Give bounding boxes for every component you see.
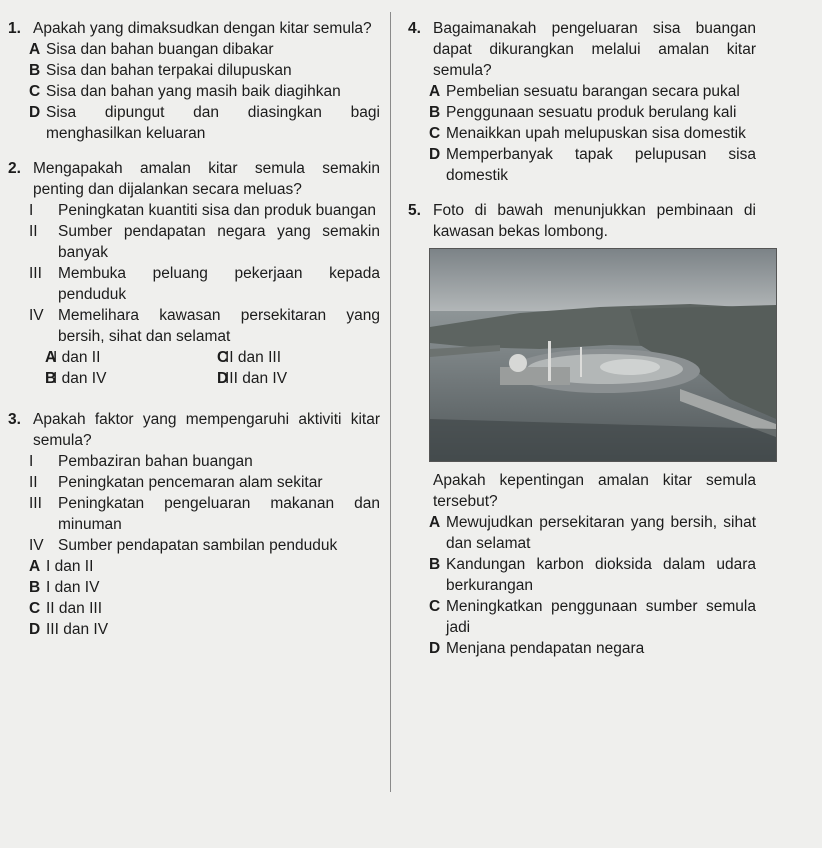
option-letter: C (29, 600, 41, 617)
option-c[interactable] (408, 123, 756, 144)
option-c[interactable] (8, 81, 380, 102)
statement-roman: II (29, 474, 38, 491)
option-text: II dan III (225, 349, 282, 366)
statement-text: Pembaziran bahan buangan (58, 453, 253, 470)
question-number: 5. (408, 202, 421, 219)
statement-text: Memelihara kawasan persekitaran yang bersih, sihat dan selamat (58, 307, 380, 345)
option-a[interactable] (408, 512, 756, 554)
option-d[interactable] (408, 638, 756, 659)
column-divider (390, 12, 391, 792)
statement-text: Membuka peluang pekerjaan kepada penduduk (58, 265, 380, 303)
statement-3 (8, 493, 380, 535)
option-text: III dan IV (225, 370, 288, 387)
option-letter: A (429, 83, 441, 100)
option-letter: C (217, 349, 229, 366)
statement-text: Peningkatan pengeluaran makanan dan minuman (58, 495, 380, 533)
option-text: Meningkatkan penggunaan sumber semula jadi (446, 598, 756, 636)
option-text: I dan IV (53, 370, 107, 387)
option-letter: D (429, 640, 441, 657)
option-c[interactable] (8, 598, 380, 619)
option-text: III dan IV (46, 621, 109, 638)
option-letter: B (29, 579, 41, 596)
option-text: Penggunaan sesuatu produk berulang kali (446, 104, 737, 121)
question-prompt: Apakah kepentingan amalan kitar semula tersebut? (433, 472, 756, 510)
statement-1 (8, 451, 380, 472)
option-d[interactable] (205, 368, 377, 389)
option-letter: D (29, 104, 41, 121)
question-stem: Bagaimanakah pengeluaran sisa buangan dapat dikurangkan melalui amalan kitar semula? (433, 20, 756, 79)
option-b[interactable] (408, 554, 756, 596)
option-a[interactable] (408, 81, 756, 102)
question-1 (8, 18, 380, 144)
option-text: Pembelian sesuatu barangan secara pukal (446, 83, 740, 100)
statement-roman: III (29, 265, 42, 282)
option-b[interactable] (8, 60, 380, 81)
option-letter: D (29, 621, 41, 638)
statement-3 (8, 263, 380, 305)
question-5 (408, 200, 756, 659)
left-column (8, 18, 380, 640)
option-letter: A (29, 41, 41, 58)
photo-former-mine-development (429, 248, 777, 462)
option-text: Mewujudkan persekitaran yang bersih, sihat dan selamat (446, 514, 756, 552)
statement-4 (8, 535, 380, 556)
option-text: I dan IV (46, 579, 100, 596)
option-text: Sisa dan bahan yang masih baik diagihkan (46, 83, 341, 100)
option-a[interactable] (8, 556, 380, 577)
option-letter: A (45, 349, 57, 366)
question-number: 2. (8, 160, 21, 177)
question-stem: Apakah yang dimaksudkan dengan kitar semula? (33, 20, 372, 37)
question-stem: Apakah faktor yang mempengaruhi aktiviti kitar semula? (33, 411, 380, 449)
option-letter: A (29, 558, 41, 575)
option-d[interactable] (408, 144, 756, 186)
question-number: 4. (408, 20, 421, 37)
option-c[interactable] (408, 596, 756, 638)
question-number: 3. (8, 411, 21, 428)
statement-2 (8, 472, 380, 493)
statement-text: Sumber pendapatan negara yang semakin banyak (58, 223, 380, 261)
option-letter: D (429, 146, 441, 163)
options-row (8, 368, 380, 389)
option-letter: B (429, 104, 441, 121)
option-text: Sisa dipungut dan diasingkan bagi menghasilkan keluaran (46, 104, 380, 142)
statement-roman: IV (29, 307, 44, 324)
option-text: Menaikkan upah melupuskan sisa domestik (446, 125, 746, 142)
question-2 (8, 158, 380, 389)
option-text: Menjana pendapatan negara (446, 640, 645, 657)
statement-roman: III (29, 495, 42, 512)
statement-text: Peningkatan pencemaran alam sekitar (58, 474, 323, 491)
right-column (408, 18, 756, 659)
question-stem: Mengapakah amalan kitar semula semakin penting dan dijalankan secara meluas? (33, 160, 380, 198)
question-3 (8, 409, 380, 640)
option-text: I dan II (53, 349, 101, 366)
statement-roman: I (29, 453, 34, 470)
option-letter: C (429, 125, 441, 142)
option-b[interactable] (8, 577, 380, 598)
options-row (8, 347, 380, 368)
option-text: Sisa dan bahan buangan dibakar (46, 41, 274, 58)
statement-text: Sumber pendapatan sambilan penduduk (58, 537, 338, 554)
statement-roman: II (29, 223, 38, 240)
option-text: Memperbanyak tapak pelupusan sisa domestik (446, 146, 756, 184)
option-letter: D (217, 370, 229, 387)
option-text: Kandungan karbon dioksida dalam udara berkurangan (446, 556, 756, 594)
option-text: I dan II (46, 558, 94, 575)
option-b[interactable] (408, 102, 756, 123)
statement-text: Peningkatan kuantiti sisa dan produk buangan (58, 202, 376, 219)
question-stem: Foto di bawah menunjukkan pembinaan di kawasan bekas lombong. (433, 202, 756, 240)
option-letter: C (29, 83, 41, 100)
option-letter: B (45, 370, 57, 387)
option-c[interactable] (205, 347, 377, 368)
option-d[interactable] (8, 619, 380, 640)
statement-4 (8, 305, 380, 347)
option-letter: B (429, 556, 441, 573)
option-letter: C (429, 598, 441, 615)
statement-1 (8, 200, 380, 221)
statement-2 (8, 221, 380, 263)
option-b[interactable] (33, 368, 205, 389)
option-a[interactable] (33, 347, 205, 368)
option-d[interactable] (8, 102, 380, 144)
statement-roman: I (29, 202, 34, 219)
question-number: 1. (8, 20, 21, 37)
option-letter: B (29, 62, 41, 79)
statement-roman: IV (29, 537, 44, 554)
question-4 (408, 18, 756, 186)
option-text: II dan III (46, 600, 103, 617)
option-a[interactable] (8, 39, 380, 60)
option-text: Sisa dan bahan terpakai dilupuskan (46, 62, 292, 79)
option-letter: A (429, 514, 441, 531)
